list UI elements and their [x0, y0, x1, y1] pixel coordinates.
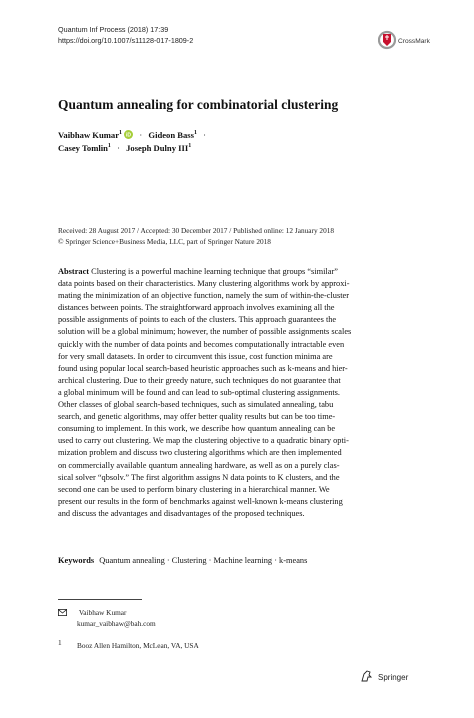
envelope-icon: [58, 609, 67, 619]
springer-logo: [359, 668, 429, 684]
author-separator: ·: [203, 130, 207, 140]
abstract-line: solution will be a global minimum; however, the number of possible assignments scales: [58, 327, 352, 337]
correspondence-block: [58, 608, 126, 619]
keywords-line: [58, 556, 307, 565]
authors-line-2: [58, 143, 191, 153]
author-name[interactable]: Joseph Dulny III: [126, 143, 189, 153]
crossmark-label: CrossMark: [398, 38, 430, 45]
svg-text:iD: iD: [126, 132, 132, 139]
springer-horse-icon: [362, 671, 371, 681]
affiliation-text: Booz Allen Hamilton, McLean, VA, USA: [77, 641, 199, 650]
affiliation-sup: 1: [119, 130, 123, 137]
abstract-label: Abstract: [58, 267, 90, 276]
affiliation-sup: 1: [107, 143, 111, 150]
abstract-line: quickly with the number of data points and becomes computationally intractable even: [58, 339, 345, 349]
publisher-name: Springer: [378, 673, 409, 682]
correspondence-email[interactable]: kumar_vaibhaw@bah.com: [77, 619, 156, 628]
affiliation-sup: 1: [188, 143, 192, 150]
abstract-line: and discuss the advantages and disadvantages of the proposed techniques.: [58, 508, 305, 518]
author-separator: ·: [117, 143, 120, 153]
abstract-line: distances between points. The straightforward approach involves examining all the: [58, 303, 335, 313]
abstract-line: found using popular local search-based heuristic approaches such as k-means and hier-: [58, 363, 348, 373]
abstract-line: present our results in the form of benchmarks against well-known k-means clustering: [58, 496, 343, 506]
affiliation-sup: 1: [194, 130, 197, 137]
publication-dates: Received: 28 August 2017 / Accepted: 30 December 2017 / Published online: 12 January 2018: [58, 226, 335, 235]
orcid-icon[interactable]: [124, 130, 133, 141]
copyright-notice: © Springer Science+Business Media, LLC, part of Springer Nature 2018: [58, 237, 271, 246]
author-name[interactable]: Casey Tomlin: [58, 143, 108, 153]
abstract-line: archical clustering. Due to their greedy nature, such techniques do not guarantee that: [58, 375, 341, 385]
abstract-line: search, and genetic algorithms, may offer better quality results but can be too time-: [58, 412, 336, 422]
doi-link[interactable]: https://doi.org/10.1007/s11128-017-1809-2: [58, 36, 194, 45]
abstract-line: used to carry out clustering. We map the clustering objective to a quadratic binary opti-: [58, 436, 349, 446]
author-name[interactable]: Gideon Bass: [148, 130, 194, 140]
footnote-rule: [58, 599, 142, 600]
abstract-line: Abstract Clustering is a powerful machine learning technique that groups “similar”: [58, 267, 338, 276]
abstract-line: a global minimum will be found and can lead to sub-optimal clustering assignments.: [58, 387, 341, 397]
correspondence-name: Vaibhaw Kumar: [78, 608, 127, 617]
abstract-line: data points based on their characteristics. Many clustering algorithms work by approxi-: [58, 279, 350, 289]
crossmark-icon: [378, 25, 434, 55]
abstract-line: consuming to implement. In this work, we describe how quantum annealing can be: [58, 424, 336, 434]
author-separator: ·: [139, 130, 143, 140]
abstract-line: second one can be used to perform binary clustering in a hierarchical manner. We: [58, 484, 330, 494]
crossmark-badge[interactable]: [378, 25, 434, 55]
abstract-line: possible assignments of points to each of the clusters. This approach guarantees the: [58, 315, 337, 325]
keywords-label: Keywords: [58, 556, 95, 565]
abstract-line: sical solver “qbsolv.” The first algorithm assigns N data points to K clusters, and the: [58, 472, 340, 482]
paper-title: Quantum annealing for combinatorial clustering: [58, 97, 339, 112]
abstract-line: mization problem and discuss two clustering algorithms which are then implemented: [58, 448, 342, 458]
abstract-line: for very small datasets. In order to circumvent this issue, cost function minima are: [58, 351, 333, 361]
authors-line-1: [58, 130, 206, 141]
keywords-text: Quantum annealing · Clustering · Machine learning · k-means: [99, 556, 308, 565]
abstract-line: mating the minimization of an objective function, namely the sum of within-the-cluster: [58, 291, 350, 301]
abstract-line: Other classes of global search-based techniques, such as simulated annealing, tabu: [58, 400, 334, 410]
journal-citation: Quantum Inf Process (2018) 17:39: [58, 25, 169, 34]
abstract-line: on commercially available quantum annealing hardware, as well as on a purely clas-: [58, 460, 340, 470]
abstract-block: [58, 266, 424, 520]
affiliation-number: 1: [58, 638, 62, 647]
author-name[interactable]: Vaibhaw Kumar: [58, 130, 120, 140]
